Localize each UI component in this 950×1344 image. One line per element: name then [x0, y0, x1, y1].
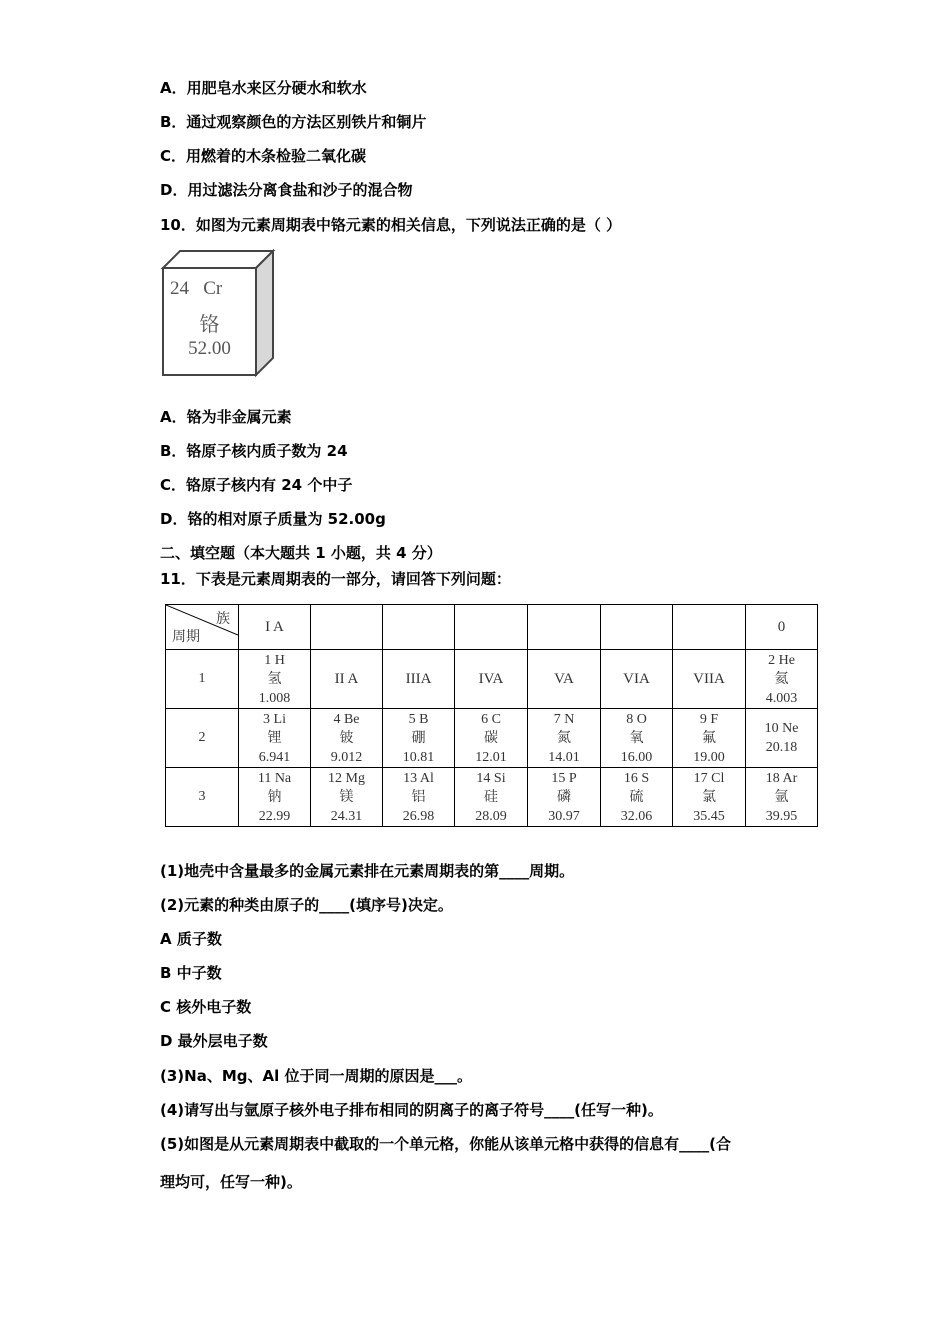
element-number: 24: [170, 278, 189, 299]
cell-number-symbol: 3 Li: [263, 711, 286, 727]
element-cell: [601, 768, 673, 827]
cell-number-symbol: 6 C: [481, 711, 501, 727]
chromium-element-cell: [160, 248, 278, 378]
q10-option-b: B．铬原子核内质子数为 24: [160, 442, 348, 460]
group-label-cell: IVA: [455, 650, 528, 709]
cell-number-symbol: 18 Ar: [765, 770, 798, 786]
element-cell: [746, 709, 818, 768]
element-name: 铬: [199, 312, 220, 336]
cell-name: 磷: [557, 789, 571, 805]
cell-mass: 35.45: [693, 808, 725, 824]
cell-name: 铝: [411, 789, 426, 805]
group-header: [383, 605, 455, 650]
element-cell: [455, 768, 528, 827]
group-label-cell: II A: [311, 650, 383, 709]
element-mass: 52.00: [188, 338, 231, 359]
element-cell: [239, 650, 311, 709]
corner-group-label: 族: [216, 611, 230, 627]
cell-number-symbol: 8 O: [626, 711, 647, 727]
periodic-table: [165, 604, 818, 827]
group-header: 0: [746, 605, 818, 650]
element-cell: [311, 768, 383, 827]
subquestion-5-continued: 理均可，任写一种)。: [160, 1173, 302, 1191]
period-label: 3: [166, 768, 239, 827]
table-row: [166, 650, 818, 709]
corner-period-label: 周期: [172, 629, 200, 645]
element-cell: [746, 650, 818, 709]
q9-option-d: D．用过滤法分离食盐和沙子的混合物: [160, 181, 413, 199]
element-cell: [673, 709, 746, 768]
element-cell: [528, 768, 601, 827]
cell-number-symbol: 2 He: [768, 652, 795, 668]
group-label-cell: VA: [528, 650, 601, 709]
table-row: [166, 768, 818, 827]
cell-name: 锂: [267, 730, 282, 746]
cell-mass: 20.18: [765, 740, 798, 755]
cell-name: 镁: [339, 789, 354, 805]
q10-option-d: D．铬的相对原子质量为 52.00g: [160, 510, 386, 528]
cell-name: 氯: [702, 789, 716, 805]
element-cell: [311, 709, 383, 768]
q11-stem: 11．下表是元素周期表的一部分，请回答下列问题：: [160, 570, 511, 588]
subquestion-1: (1)地壳中含量最多的金属元素排在元素周期表的第____周期。: [160, 862, 575, 880]
cell-name: 氢: [267, 671, 282, 687]
cell-number-symbol: 9 F: [699, 711, 719, 727]
choice-a: A 质子数: [160, 930, 222, 948]
group-label-cell: VIA: [601, 650, 673, 709]
subquestion-4: (4)请写出与氩原子核外电子排布相同的阴离子的离子符号____(任写一种)。: [160, 1101, 663, 1119]
cell-mass: 10.81: [402, 749, 435, 765]
cell-mass: 6.941: [258, 749, 291, 765]
q10-option-c: C．铬原子核内有 24 个中子: [160, 476, 353, 494]
q10-option-a: A．铬为非金属元素: [160, 408, 292, 426]
cell-mass: 9.012: [330, 749, 363, 765]
element-cell: [239, 709, 311, 768]
cell-number-symbol: 14 Si: [476, 770, 506, 786]
subquestion-3: (3)Na、Mg、Al 位于同一周期的原因是___。: [160, 1067, 472, 1085]
cell-number-symbol: 4 Be: [333, 711, 360, 727]
cell-number-symbol: 1 H: [264, 652, 285, 668]
cell-number-symbol: 5 B: [408, 711, 429, 727]
cell-number-symbol: 16 S: [623, 770, 650, 786]
cell-number-symbol: 15 P: [551, 770, 577, 786]
cell-name: 氧: [629, 730, 644, 746]
element-cell: [455, 709, 528, 768]
period-label: 1: [166, 650, 239, 709]
element-symbol: Cr: [203, 278, 223, 299]
cell-mass: 26.98: [402, 808, 435, 824]
period-label: 2: [166, 709, 239, 768]
group-header: [528, 605, 601, 650]
element-cell: [673, 768, 746, 827]
choice-c: C 核外电子数: [160, 998, 252, 1016]
group-header: [601, 605, 673, 650]
element-number-symbol: [170, 278, 254, 300]
cell-mass: 30.97: [548, 808, 580, 824]
group-header: [311, 605, 383, 650]
q9-option-a: A．用肥皂水来区分硬水和软水: [160, 79, 367, 97]
cell-mass: 19.00: [693, 749, 725, 765]
cell-mass: 12.01: [475, 749, 507, 765]
element-cell: [383, 709, 455, 768]
element-cell: [746, 768, 818, 827]
cell-number-symbol: 10 Ne: [764, 721, 799, 736]
choice-d: D 最外层电子数: [160, 1032, 268, 1050]
group-label-cell: VIIA: [673, 650, 746, 709]
cell-name: 氦: [774, 671, 789, 687]
cell-name: 铍: [339, 730, 354, 746]
table-row: [166, 709, 818, 768]
element-cell: [239, 768, 311, 827]
q9-option-c: C．用燃着的木条检验二氧化碳: [160, 147, 367, 165]
cell-mass: 4.003: [765, 690, 798, 706]
subquestion-5: (5)如图是从元素周期表中截取的一个单元格，你能从该单元格中获得的信息有____(合: [160, 1135, 732, 1153]
cell-number-symbol: 13 Al: [403, 770, 434, 786]
cell-name: 氩: [774, 789, 789, 805]
table-header-row: [166, 605, 818, 650]
cell-mass: 28.09: [475, 808, 507, 824]
table-corner-cell: [166, 605, 239, 650]
cell-number-symbol: 11 Na: [257, 770, 292, 786]
element-cell: [601, 709, 673, 768]
element-cell: [383, 768, 455, 827]
subquestion-2: (2)元素的种类由原子的____(填序号)决定。: [160, 896, 453, 914]
group-label-cell: IIIA: [383, 650, 455, 709]
cell-mass: 24.31: [330, 808, 363, 824]
q9-option-b: B．通过观察颜色的方法区别铁片和铜片: [160, 113, 427, 131]
cell-name: 碳: [484, 730, 498, 746]
section-heading: 二、填空题（本大题共 1 小题，共 4 分）: [160, 544, 442, 562]
cell-name: 氟: [702, 730, 716, 746]
cell-mass: 39.95: [765, 808, 798, 824]
cell-mass: 22.99: [258, 808, 291, 824]
cell-mass: 14.01: [548, 749, 580, 765]
cell-name: 硫: [629, 789, 644, 805]
cell-number-symbol: 17 Cl: [693, 770, 725, 786]
cell-name: 钠: [267, 789, 282, 805]
cell-name: 硼: [411, 730, 426, 746]
group-header: [455, 605, 528, 650]
element-cell: [528, 709, 601, 768]
choice-b: B 中子数: [160, 964, 222, 982]
cell-mass: 16.00: [620, 749, 653, 765]
cell-number-symbol: 7 N: [553, 711, 575, 727]
cell-number-symbol: 12 Mg: [328, 770, 365, 786]
group-header: [673, 605, 746, 650]
q10-stem: 10．如图为元素周期表中铬元素的相关信息，下列说法正确的是（ ）: [160, 216, 622, 234]
group-header: I A: [239, 605, 311, 650]
cell-name: 硅: [484, 789, 498, 805]
cell-mass: 1.008: [258, 690, 291, 706]
cell-mass: 32.06: [620, 808, 653, 824]
cell-name: 氮: [557, 730, 571, 746]
